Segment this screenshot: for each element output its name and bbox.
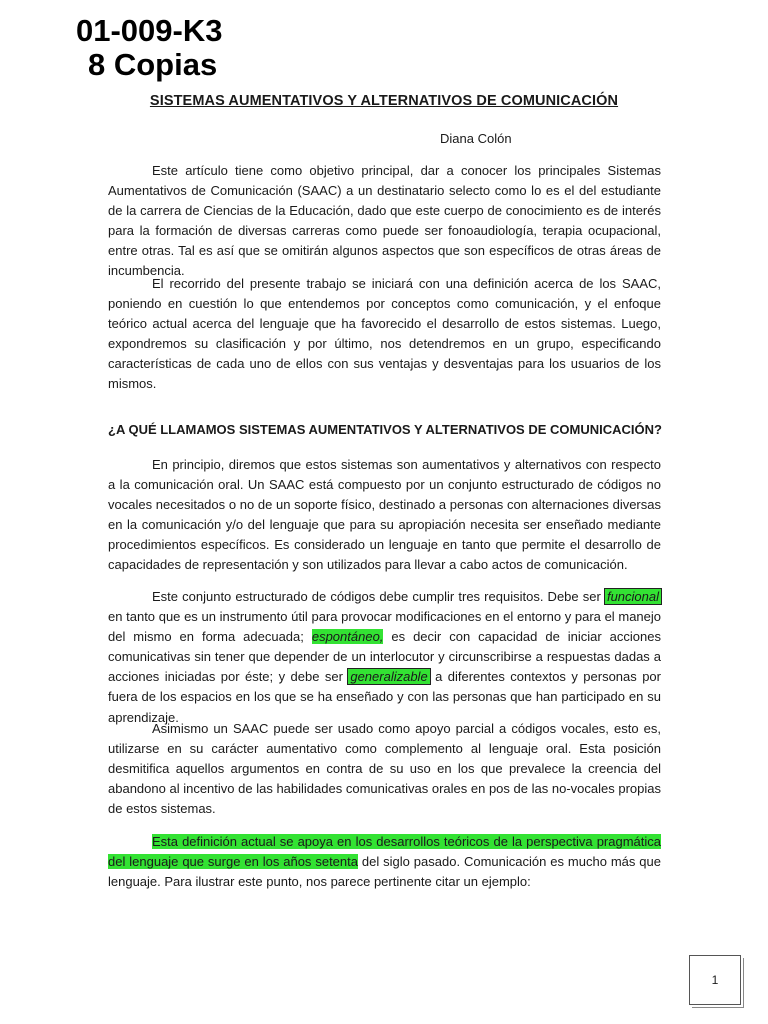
- paragraph-6: [108, 832, 661, 892]
- document-title: SISTEMAS AUMENTATIVOS Y ALTERNATIVOS DE COMUNICACIÓN: [149, 93, 619, 109]
- paragraph-4-text-b: en tanto que es un instrumento útil para provocar modificaciones en el entorno y para el manejo del mismo en forma adecuada;: [108, 609, 661, 645]
- author-name: Diana Colón: [440, 131, 512, 146]
- paragraph-4-text-c: es decir con capacidad de iniciar acciones comunicativas sin tener que depender de un interlocutor y circunscribirse a respuestas dadas a acciones iniciadas por éste; y debe ser: [108, 629, 661, 685]
- paragraph-6-text: del siglo pasado. Comunicación es mucho más que lenguaje. Para ilustrar este punto, nos parece pertinente citar un ejemplo:: [108, 854, 661, 890]
- stamp-code: 01-009-K3: [76, 13, 223, 48]
- page-number-box: [689, 955, 741, 1005]
- paragraph-2-text: El recorrido del presente trabajo se iniciará con una definición acerca de los SAAC, poniendo en cuestión lo que entendemos por conceptos como comunicación, y el enfoque teórico actual acerca del lenguaje que ha favorecido el desarrollo de estos sistemas. Luego, expondremos su clasificación y por último, nos detendremos en un grupo, especificando características de cada uno de ellos con sus ventajas y desventajas para los usuarios de los mismos.: [108, 276, 661, 392]
- paragraph-3: [108, 455, 661, 576]
- paragraph-2: [108, 274, 661, 395]
- paragraph-4: [108, 587, 661, 728]
- section-heading: ¿A QUÉ LLAMAMOS SISTEMAS AUMENTATIVOS Y ALTERNATIVOS DE COMUNICACIÓN?: [108, 422, 662, 437]
- paragraph-1: [108, 161, 661, 282]
- paragraph-1-text: Este artículo tiene como objetivo principal, dar a conocer los principales Sistemas Aumentativos de Comunicación (SAAC) a un destinatario selecto como lo es el del estudiante de la carrera de Ciencias de la Educación, dado que este cuerpo de conocimiento es de interés para la formación de diversas carreras como puede ser fonoaudiología, terapia ocupacional, entre otras. Tal es así que se omitirán algunos aspectos que son específicos de otras áreas de incumbencia.: [108, 163, 661, 279]
- highlight-funcional: funcional: [606, 589, 659, 604]
- highlight-espontaneo: espontáneo,: [311, 629, 384, 645]
- copy-stamp: [76, 14, 222, 82]
- paragraph-5: [108, 719, 661, 819]
- paragraph-4-text-a: Este conjunto estructurado de códigos debe cumplir tres requisitos. Debe ser: [152, 589, 605, 604]
- page-number: 1: [711, 973, 719, 987]
- stamp-copies: 8 Copias: [88, 47, 218, 82]
- highlight-generalizable: generalizable: [350, 669, 428, 685]
- highlight-definicion: Esta definición actual se apoya en los desarrollos teóricos de la perspectiva pragmática del lenguaje que surge en los años setenta: [108, 834, 661, 870]
- paragraph-4-text-d: a diferentes contextos y personas por fuera de los espacios en los que se ha enseñado y con las personas que han participado en su aprendizaje.: [108, 669, 661, 725]
- paragraph-3-text: En principio, diremos que estos sistemas son aumentativos y alternativos con respecto a la comunicación oral. Un SAAC está compuesto por un conjunto estructurado de códigos no vocales necesitados o no de un soporte físico, destinado a personas con alternaciones diversas en la comunicación y/o del lenguaje que para su apropiación necesita ser enseñado mediante procedimientos específicos. Es considerado un lenguaje en tanto que permite el desarrollo de capacidades de representación y son utilizados para llevar a cabo actos de comunicación.: [108, 457, 661, 573]
- paragraph-5-text: Asimismo un SAAC puede ser usado como apoyo parcial a códigos vocales, esto es, utilizarse en su carácter aumentativo como complemento al lenguaje oral. Esta posición desmitifica aquellos argumentos en contra de su uso en los que prevalece la creencia del abandono al incentivo de las habilidades comunicativas orales en pos de las no-vocales propias de estos sistemas.: [108, 721, 661, 817]
